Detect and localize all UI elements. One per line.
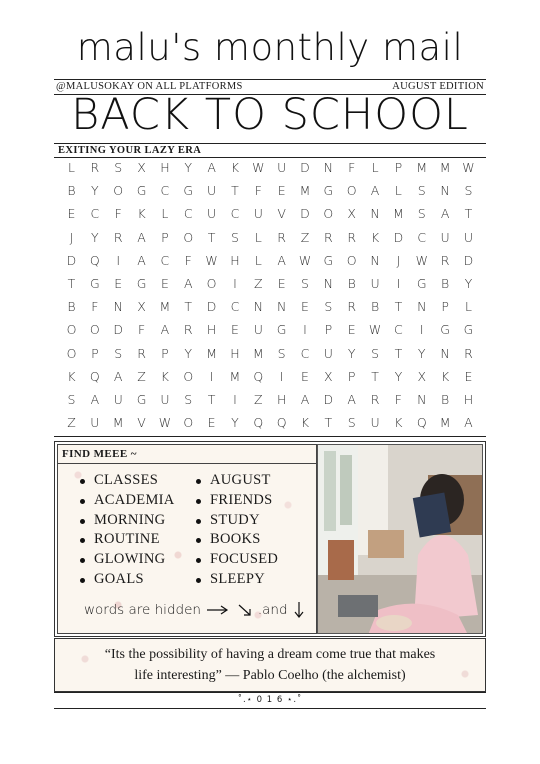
word-search-grid (60, 160, 480, 438)
grid-letter: W (158, 415, 172, 431)
word-list-item: FOCUSED (196, 551, 278, 571)
grid-letter: K (137, 206, 146, 222)
word-list-item: MORNING (80, 512, 175, 532)
word-list-item: CLASSES (80, 472, 175, 492)
find-and-photo-box (54, 441, 486, 637)
grid-letter: C (417, 229, 427, 245)
grid-letter: U (253, 206, 263, 222)
grid-letter: X (324, 368, 333, 384)
grid-letter: B (370, 299, 380, 315)
grid-letter: R (440, 252, 450, 268)
grid-letter: D (113, 322, 123, 338)
grid-letter: P (91, 345, 99, 361)
grid-letter: O (346, 252, 357, 268)
grid-letter: K (370, 229, 380, 245)
grid-letter: H (160, 160, 170, 175)
grid-letter: L (254, 229, 262, 245)
grid-bottom-rule (54, 436, 486, 437)
photo-illustration (318, 445, 483, 634)
grid-letter: B (347, 275, 356, 291)
grid-letter: W (415, 252, 428, 268)
grid-letter: R (277, 229, 286, 245)
grid-letter: Y (394, 368, 403, 384)
grid-letter: Q (89, 252, 100, 268)
hint-text: words are hidden (84, 602, 201, 618)
hint-and: .and (257, 602, 288, 618)
grid-letter: X (137, 299, 146, 315)
grid-row (60, 183, 480, 206)
grid-letter: B (441, 391, 450, 407)
grid-letter: W (298, 252, 312, 268)
grid-letter: A (113, 368, 123, 384)
grid-letter: C (230, 206, 240, 222)
grid-letter: U (207, 206, 217, 222)
grid-letter: G (323, 183, 334, 199)
grid-letter: L (371, 160, 379, 175)
social-handle: @MALUSOKAY ON ALL PLATFORMS (56, 81, 243, 92)
grid-letter: X (137, 160, 146, 175)
grid-letter: N (276, 299, 287, 315)
section-label: EXITING YOUR LAZY ERA (58, 145, 202, 156)
grid-letter: R (90, 160, 100, 175)
footer-top-rule (54, 692, 486, 693)
grid-letter: N (417, 391, 427, 407)
grid-row (60, 206, 480, 229)
grid-letter: A (464, 415, 473, 431)
grid-letter: W (462, 160, 475, 175)
grid-letter: N (440, 183, 450, 199)
grid-letter: B (67, 299, 76, 315)
newsletter-title: malu's monthly mail (76, 26, 464, 69)
grid-letter: B (441, 275, 450, 291)
grid-letter: C (394, 322, 403, 338)
grid-letter: M (392, 206, 404, 222)
grid-letter: L (254, 252, 262, 268)
grid-letter: L (464, 299, 472, 315)
grid-letter: E (230, 322, 239, 338)
grid-letter: G (323, 252, 334, 268)
grid-letter: U (463, 229, 474, 245)
grid-letter: C (300, 345, 310, 361)
grid-letter: F (184, 252, 192, 268)
grid-letter: O (113, 183, 124, 199)
headline: BACK TO SCHOOL (71, 90, 469, 140)
grid-letter: A (347, 391, 356, 407)
grid-letter: M (229, 368, 241, 384)
grid-letter: S (324, 299, 333, 315)
grid-letter: N (370, 206, 380, 222)
grid-letter: H (230, 252, 240, 268)
grid-letter: U (207, 183, 217, 199)
top-rule (54, 79, 486, 80)
grid-letter: S (371, 345, 380, 361)
quote-box (54, 638, 486, 692)
grid-letter: G (440, 322, 450, 338)
grid-letter: N (323, 160, 334, 175)
grid-letter: G (416, 275, 427, 291)
grid-letter: U (277, 160, 287, 175)
grid-letter: E (67, 206, 76, 222)
grid-letter: Y (184, 160, 193, 175)
grid-letter: S (67, 391, 76, 407)
grid-letter: A (300, 391, 310, 407)
grid-letter: S (347, 415, 356, 431)
word-list-item: GOALS (80, 571, 175, 591)
grid-letter: S (184, 391, 193, 407)
grid-row (60, 299, 480, 322)
grid-letter: M (159, 299, 171, 315)
grid-letter: R (464, 345, 473, 361)
grid-letter: H (276, 391, 287, 407)
word-list-item: ACADEMIA (80, 492, 175, 512)
grid-letter: N (440, 345, 450, 361)
grid-letter: S (114, 160, 123, 175)
grid-letter: R (113, 229, 123, 245)
grid-letter: G (463, 322, 474, 338)
grid-letter: R (324, 229, 333, 245)
grid-letter: D (66, 252, 77, 268)
section-top-rule (54, 143, 486, 144)
grid-letter: N (417, 299, 427, 315)
grid-letter: E (207, 415, 216, 431)
word-list-item: STUDY (196, 512, 278, 532)
grid-letter: I (396, 275, 401, 291)
grid-letter: D (300, 206, 310, 222)
grid-letter: C (160, 183, 170, 199)
grid-letter: M (439, 415, 451, 431)
grid-letter: Y (347, 345, 356, 361)
grid-letter: T (231, 183, 239, 199)
grid-letter: A (207, 160, 216, 175)
grid-letter: D (300, 160, 310, 175)
grid-letter: V (277, 206, 286, 222)
grid-row (60, 346, 480, 369)
grid-letter: T (464, 206, 473, 222)
grid-letter: E (160, 275, 169, 291)
grid-letter: O (89, 322, 100, 338)
grid-letter: I (233, 391, 237, 407)
grid-letter: M (206, 345, 217, 361)
grid-letter: D (206, 299, 217, 315)
grid-letter: Z (300, 229, 310, 245)
grid-letter: E (114, 275, 123, 291)
grid-row (60, 369, 480, 392)
grid-letter: P (161, 229, 169, 245)
word-list-item: ROUTINE (80, 531, 175, 551)
grid-letter: C (160, 252, 170, 268)
grid-letter: H (230, 345, 240, 361)
grid-letter: S (464, 183, 473, 199)
grid-letter: M (299, 183, 311, 199)
grid-letter: O (346, 183, 357, 199)
word-list-right (196, 472, 278, 591)
grid-letter: X (347, 206, 356, 222)
find-title: FIND MEEE ~ (62, 448, 137, 460)
grid-letter: F (254, 183, 262, 199)
grid-letter: O (323, 206, 334, 222)
grid-letter: B (67, 183, 76, 199)
grid-letter: X (417, 368, 427, 384)
grid-letter: I (233, 275, 237, 291)
edition-label: AUGUST EDITION (392, 81, 484, 92)
grid-row (60, 415, 480, 438)
grid-letter: W (252, 160, 265, 175)
grid-letter: V (137, 415, 146, 431)
grid-letter: W (368, 322, 382, 338)
grid-letter: M (439, 160, 451, 175)
grid-letter: Y (231, 415, 239, 431)
grid-letter: S (277, 345, 286, 361)
arrow-down-icon (292, 600, 306, 620)
grid-letter: Y (91, 229, 99, 245)
grid-letter: R (347, 299, 357, 315)
grid-letter: T (207, 229, 216, 245)
grid-letter: N (113, 299, 123, 315)
grid-letter: I (303, 322, 307, 338)
word-list-item: GLOWING (80, 551, 175, 571)
grid-letter: D (393, 229, 404, 245)
word-list-left (80, 472, 175, 591)
grid-letter: F (114, 206, 122, 222)
grid-letter: M (112, 415, 124, 431)
grid-letter: Z (254, 391, 263, 407)
grid-letter: F (137, 322, 146, 338)
word-list-item: SLEEPY (196, 571, 278, 591)
grid-letter: I (419, 322, 424, 338)
grid-letter: K (160, 368, 169, 384)
grid-letter: A (137, 252, 146, 268)
arrow-right-icon (205, 604, 231, 616)
grid-letter: L (68, 160, 75, 175)
grid-letter: K (394, 415, 403, 431)
grid-letter: P (441, 299, 449, 315)
grid-letter: N (323, 275, 334, 291)
grid-letter: I (116, 252, 121, 268)
find-words-panel (57, 444, 317, 634)
grid-letter: S (114, 345, 123, 361)
grid-letter: O (66, 345, 77, 361)
grid-letter: Q (276, 415, 287, 431)
grid-letter: R (137, 345, 146, 361)
grid-letter: U (253, 322, 263, 338)
grid-letter: U (113, 391, 123, 407)
grid-letter: E (277, 183, 286, 199)
grid-letter: Z (254, 275, 263, 291)
footer-bottom-rule (54, 708, 486, 709)
grid-letter: S (417, 183, 426, 199)
grid-letter: E (301, 299, 309, 315)
word-list-item: BOOKS (196, 531, 278, 551)
grid-letter: Y (184, 345, 193, 361)
grid-letter: O (183, 415, 194, 431)
grid-letter: F (91, 299, 99, 315)
grid-letter: E (464, 368, 473, 384)
grid-letter: O (183, 229, 194, 245)
grid-letter: E (301, 368, 309, 384)
grid-row (60, 230, 480, 253)
grid-letter: R (183, 322, 193, 338)
grid-letter: G (136, 183, 147, 199)
word-list-item: AUGUST (196, 472, 278, 492)
grid-letter: M (416, 160, 428, 175)
grid-letter: A (440, 206, 450, 222)
grid-letter: I (279, 368, 284, 384)
grid-letter: G (136, 275, 147, 291)
grid-letter: G (276, 322, 287, 338)
grid-letter: Q (253, 415, 264, 431)
grid-letter: W (205, 252, 218, 268)
grid-letter: A (370, 183, 380, 199)
grid-letter: K (230, 160, 240, 175)
grid-letter: O (206, 275, 217, 291)
grid-letter: A (160, 322, 170, 338)
grid-letter: C (230, 299, 240, 315)
footer-mark: ˚.⋆ 0 1 6 ⋆.˚ (237, 695, 303, 705)
grid-letter: F (394, 391, 402, 407)
grid-letter: Y (464, 275, 473, 291)
grid-letter: U (370, 415, 380, 431)
grid-letter: P (394, 160, 403, 175)
grid-row (60, 160, 480, 183)
grid-letter: T (184, 299, 193, 315)
grid-letter: T (394, 299, 403, 315)
grid-letter: S (417, 206, 426, 222)
grid-letter: S (230, 229, 239, 245)
grid-letter: Q (416, 415, 427, 431)
grid-letter: G (183, 183, 194, 199)
grid-letter: P (161, 345, 169, 361)
grid-letter: E (347, 322, 356, 338)
grid-letter: L (394, 183, 402, 199)
grid-letter: C (90, 206, 100, 222)
quote-line-2: life interesting” — Pablo Coelho (the alchemist) (134, 668, 406, 683)
grid-letter: N (253, 299, 263, 315)
grid-letter: Z (67, 415, 76, 431)
grid-letter: U (90, 415, 100, 431)
grid-letter: U (323, 345, 333, 361)
reading-girl-photo (317, 444, 483, 634)
grid-letter: R (347, 229, 357, 245)
grid-letter: S (301, 275, 309, 291)
grid-letter: T (324, 415, 333, 431)
grid-row (60, 253, 480, 276)
grid-letter: R (370, 391, 380, 407)
grid-letter: U (370, 275, 380, 291)
grid-letter: A (137, 229, 146, 245)
grid-row (60, 322, 480, 345)
grid-letter: Q (89, 368, 100, 384)
grid-letter: M (252, 345, 264, 361)
arrow-diagonal-icon (236, 603, 254, 617)
quote-line-1: “Its the possibility of having a dream come true that makes (104, 647, 436, 662)
grid-letter: D (463, 252, 474, 268)
word-list-item: FRIENDS (196, 492, 278, 512)
grid-letter: G (136, 391, 147, 407)
grid-row (60, 392, 480, 415)
grid-letter: P (324, 322, 333, 338)
grid-letter: K (67, 368, 76, 384)
section-bottom-rule (54, 157, 486, 158)
grid-letter: K (300, 415, 310, 431)
quote-text (75, 644, 465, 686)
grid-letter: Q (253, 368, 264, 384)
grid-letter: L (161, 206, 169, 222)
grid-letter: H (463, 391, 474, 407)
grid-letter: J (396, 252, 401, 268)
grid-letter: I (209, 368, 214, 384)
grid-letter: T (371, 368, 379, 384)
grid-letter: T (207, 391, 216, 407)
grid-letter: G (90, 275, 100, 291)
grid-letter: O (183, 368, 194, 384)
grid-letter: T (67, 275, 76, 291)
grid-letter: T (394, 345, 403, 361)
grid-letter: F (348, 160, 356, 175)
grid-letter: A (90, 391, 100, 407)
grid-letter: A (277, 252, 286, 268)
grid-letter: O (66, 322, 77, 338)
grid-letter: Y (91, 183, 99, 199)
grid-row (60, 276, 480, 299)
grid-letter: A (183, 275, 193, 291)
grid-letter: D (323, 391, 334, 407)
grid-letter: J (69, 229, 74, 245)
grid-letter: C (183, 206, 193, 222)
grid-letter: Z (137, 368, 146, 384)
grid-letter: E (277, 275, 286, 291)
grid-letter: P (347, 368, 356, 384)
grid-letter: U (440, 229, 450, 245)
direction-hint (84, 600, 306, 620)
grid-letter: K (440, 368, 450, 384)
grid-letter: U (160, 391, 170, 407)
grid-letter: N (370, 252, 380, 268)
find-title-underline (58, 463, 316, 464)
grid-letter: Y (417, 345, 426, 361)
grid-letter: H (206, 322, 217, 338)
